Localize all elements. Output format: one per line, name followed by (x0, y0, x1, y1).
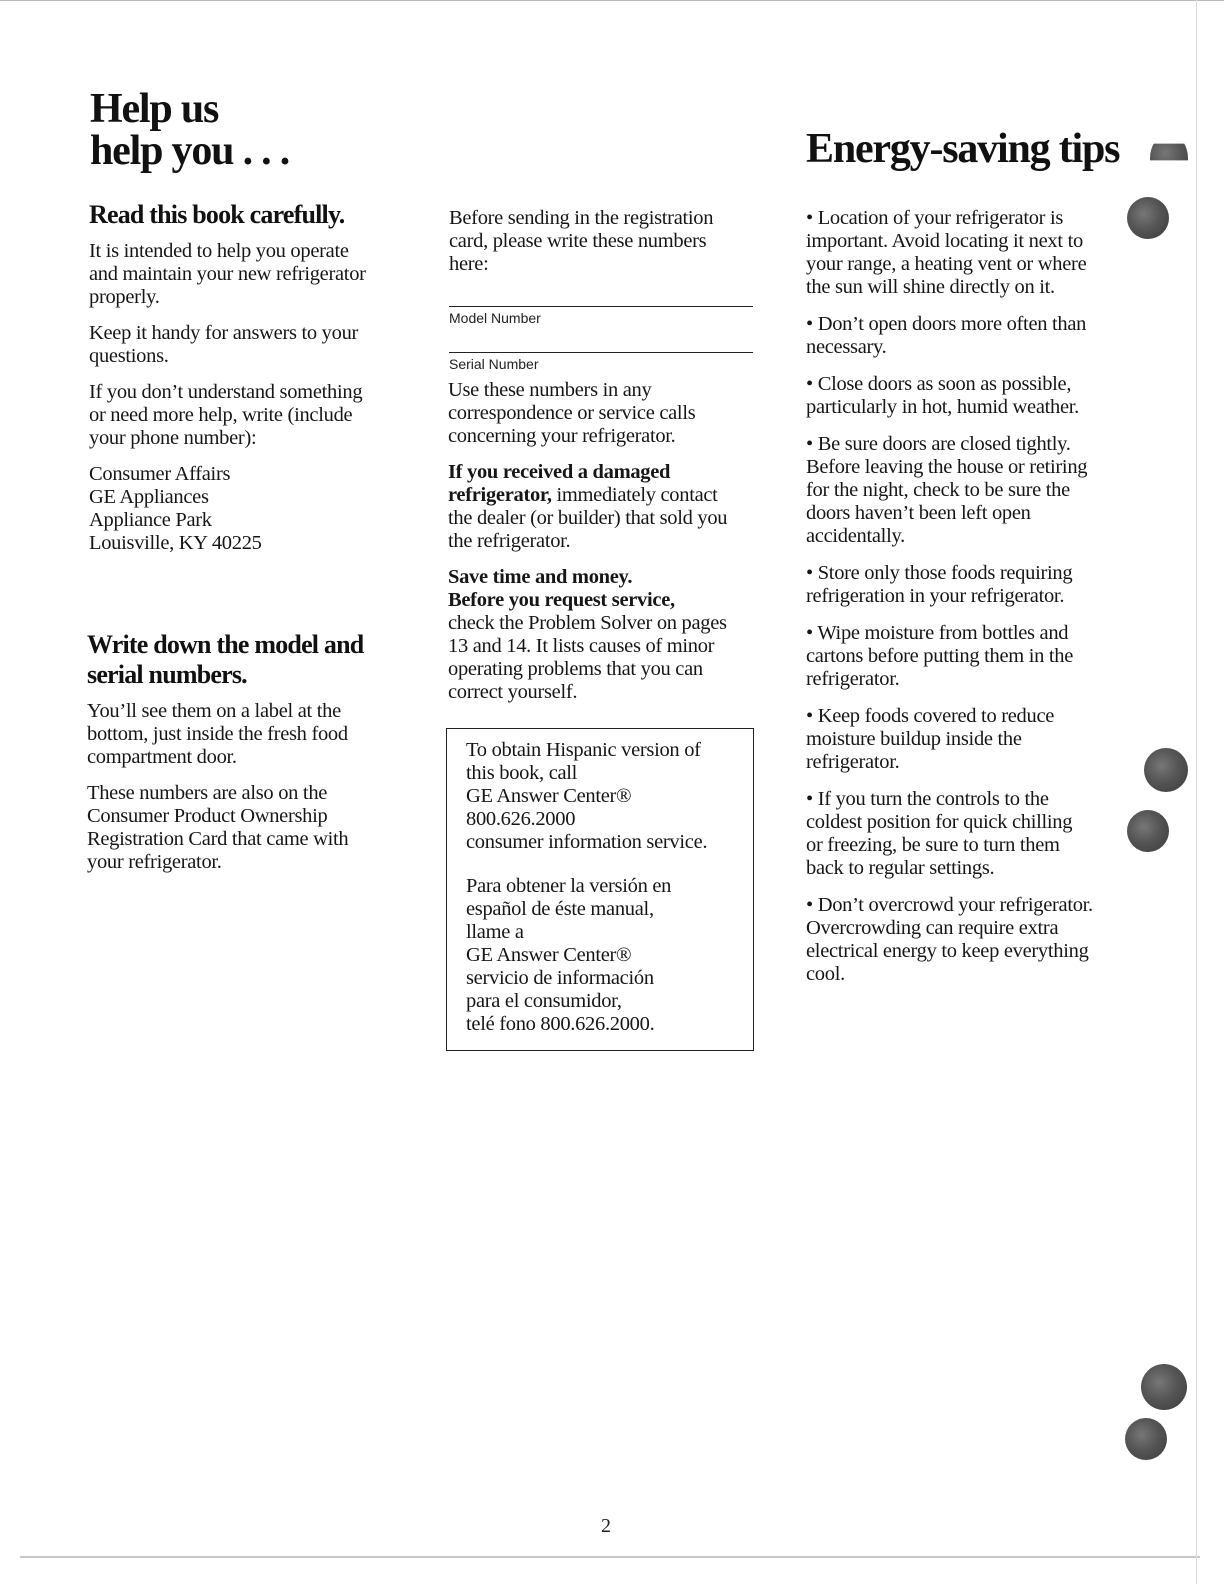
scan-top-edge (0, 0, 1224, 1)
punch-hole-icon (1127, 197, 1169, 239)
hispanic-version-box (446, 728, 754, 1051)
tip-item: • Be sure doors are closed tightly. Before leaving the house or retiring for the night, check to be sure the doors haven’t been left open accidentally. (806, 433, 1088, 547)
model-number-line (449, 306, 753, 307)
tip-item: • Close doors as soon as possible, particularly in hot, humid weather. (806, 373, 1080, 418)
registration-intro-text: Before sending in the registration card, please write these numbers here: (449, 207, 714, 275)
save-paragraph (448, 566, 768, 704)
page-number: 2 (601, 1515, 611, 1537)
page-title (90, 88, 289, 172)
mailing-address: Consumer Affairs GE Appliances Appliance Park Louisville, KY 40225 (89, 463, 262, 554)
scan-bottom-edge (20, 1556, 1200, 1558)
serial-number-label: Serial Number (449, 356, 539, 372)
tip-item: • Don’t overcrowd your refrigerator. Overcrowding can require extra electrical energy to keep everything cool. (806, 894, 1093, 985)
use-numbers-text: Use these numbers in any correspondence or service calls concerning your refrigerator. (448, 379, 696, 447)
serial-number-line (449, 352, 753, 353)
page-title-line-2: help you . . . (90, 128, 290, 174)
damaged-bold-text: If you received a damaged refrigerator, (448, 461, 671, 506)
tip-item: • If you turn the controls to the coldest position for quick chilling or freezing, be sure to turn them back to regular settings. (806, 788, 1073, 879)
read-paragraph-3: If you don’t understand something or need more help, write (include your phone number): (89, 381, 363, 449)
scan-right-edge (1196, 0, 1197, 1584)
read-paragraph-2: Keep it handy for answers to your questions. (89, 322, 359, 367)
tip-item: • Keep foods covered to reduce moisture buildup inside the refrigerator. (806, 705, 1055, 773)
energy-tips-title: Energy-saving tips (806, 126, 1120, 172)
punch-hole-icon (1141, 1364, 1187, 1410)
punch-hole-icon (1127, 810, 1169, 852)
write-paragraph-1: You’ll see them on a label at the bottom, just inside the fresh food compartment door. (87, 700, 348, 768)
energy-tips-list (806, 207, 1126, 1000)
tip-item: • Location of your refrigerator is important. Avoid locating it next to your range, a heating vent or where the sun will shine directly on it. (806, 207, 1087, 298)
tip-item: • Wipe moisture from bottles and cartons before putting them in the refrigerator. (806, 622, 1074, 690)
write-heading: Write down the model and serial numbers. (87, 630, 364, 689)
hispanic-spanish-text: Para obtener la versión en español de éste manual, llame a GE Answer Center® servicio de información para el consumidor, telé fono 800.626.2000. (466, 875, 672, 1035)
numbers-usage-section (448, 379, 768, 717)
model-number-field[interactable] (449, 306, 753, 326)
write-section (87, 630, 417, 887)
damaged-text: immediately contact the dealer (or builder) that sold you the refrigerator. (448, 484, 728, 552)
model-number-label: Model Number (449, 310, 541, 326)
hispanic-english-text: To obtain Hispanic version of this book, call GE Answer Center® 800.626.2000 consumer information service. (466, 739, 708, 853)
damaged-paragraph (448, 461, 768, 553)
tip-item: • Don’t open doors more often than necessary. (806, 313, 1087, 358)
write-paragraph-2: These numbers are also on the Consumer Product Ownership Registration Card that came with your refrigerator. (87, 782, 349, 873)
page-title-line-1: Help us (90, 86, 219, 132)
save-bold-text: Save time and money. Before you request service, (448, 566, 675, 611)
read-paragraph-1: It is intended to help you operate and maintain your new refrigerator properly. (89, 240, 366, 308)
read-heading: Read this book carefully. (89, 200, 345, 229)
save-text: check the Problem Solver on pages 13 and 14. It lists causes of minor operating problems that you can correct yourself. (448, 612, 727, 703)
punch-hole-icon (1150, 134, 1188, 182)
punch-hole-icon (1125, 1418, 1167, 1460)
punch-hole-icon (1144, 748, 1188, 792)
tip-item: • Store only those foods requiring refrigeration in your refrigerator. (806, 562, 1073, 607)
read-section (89, 200, 419, 568)
registration-intro (449, 207, 759, 276)
serial-number-field[interactable] (449, 352, 753, 372)
